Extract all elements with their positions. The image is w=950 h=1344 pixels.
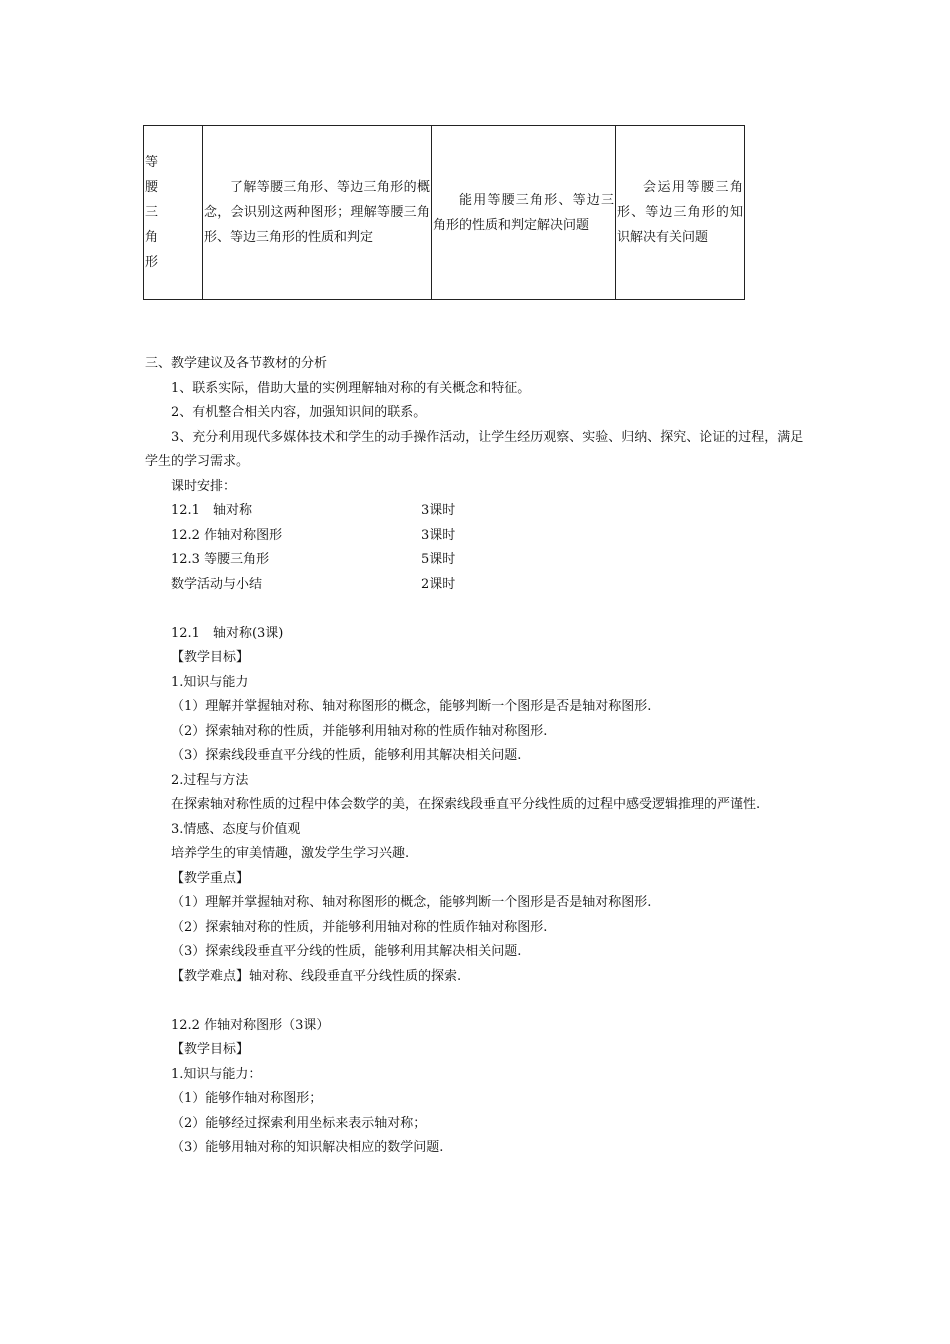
topic-label: 等腰三角形 <box>145 155 159 270</box>
apply-text: 能用等腰三角形、等边三角形的性质和判定解决问题 <box>433 192 614 233</box>
schedule-hours: 5课时 <box>421 552 456 567</box>
schedule-name: 12.1 轴对称 <box>171 503 252 518</box>
emotion-heading: 3.情感、态度与价值观 <box>171 821 301 837</box>
list-item: 3、充分利用现代多媒体技术和学生的动手操作活动，让学生经历观察、实验、归纳、探究、论证的过程，满足学生的学习需求。 <box>145 429 804 469</box>
list-item: （1）能够作轴对称图形； <box>171 1091 323 1106</box>
schedule-hours: 3课时 <box>421 503 456 518</box>
process-heading: 2.过程与方法 <box>171 772 249 788</box>
process-text: 在探索轴对称性质的过程中体会数学的美，在探索线段垂直平分线性质的过程中感受逻辑推理的严谨性. <box>171 797 761 812</box>
knowledge-heading: 1.知识与能力： <box>171 1066 262 1082</box>
schedule-name: 12.2 作轴对称图形 <box>171 527 283 543</box>
difficulty-heading: 【教学难点】 <box>171 968 250 984</box>
understand-text: 了解等腰三角形、等边三角形的概念，会识别这两种图形；理解等腰三角形、等边三角形的性质和判定 <box>204 180 430 245</box>
goals-heading: 【教学目标】 <box>171 1042 250 1057</box>
schedule-row <box>145 524 810 549</box>
goals-heading: 【教学目标】 <box>171 650 250 665</box>
schedule-name: 12.3 等腰三角形 <box>171 552 270 567</box>
use-text: 会运用等腰三角形、等边三角形的知识解决有关问题 <box>617 180 743 245</box>
difficulty-line <box>145 965 810 990</box>
schedule-row <box>145 499 810 524</box>
list-item: 1、联系实际，借助大量的实例理解轴对称的有关概念和特征。 <box>171 380 531 396</box>
spacer <box>145 989 810 1014</box>
schedule-hours: 2课时 <box>421 576 456 592</box>
list-item: 2、有机整合相关内容，加强知识间的联系。 <box>171 405 427 420</box>
standards-table <box>143 125 745 300</box>
schedule-row <box>145 548 810 573</box>
list-item: （3）探索线段垂直平分线的性质，能够利用其解决相关问题. <box>171 748 522 763</box>
list-item: （2）能够经过探索利用坐标来表示轴对称； <box>171 1115 427 1131</box>
apply-cell <box>432 126 616 300</box>
section-heading: 三、教学建议及各节教材的分析 <box>145 356 328 371</box>
list-item: （3）能够用轴对称的知识解决相应的数学问题. <box>171 1140 444 1155</box>
list-item: （1）理解并掌握轴对称、轴对称图形的概念，能够判断一个图形是否是轴对称图形. <box>171 699 652 714</box>
lesson-title: 12.1 轴对称(3课) <box>171 625 284 641</box>
schedule-row <box>145 573 810 598</box>
key-points-heading: 【教学重点】 <box>171 870 250 886</box>
list-item: （2）探索轴对称的性质，并能够利用轴对称的性质作轴对称图形. <box>171 723 548 739</box>
spacer <box>145 597 810 622</box>
document-body <box>145 352 810 1161</box>
understand-cell <box>203 126 432 300</box>
lesson-title: 12.2 作轴对称图形（3课） <box>171 1017 330 1033</box>
schedule-name: 数学活动与小结 <box>171 576 263 592</box>
list-item: （2）探索轴对称的性质，并能够利用轴对称的性质作轴对称图形. <box>171 919 548 935</box>
table-row <box>144 126 745 300</box>
use-cell <box>616 126 745 300</box>
schedule-heading: 课时安排： <box>171 478 237 494</box>
topic-cell <box>144 126 203 300</box>
schedule-hours: 3课时 <box>421 527 456 543</box>
list-item: （1）理解并掌握轴对称、轴对称图形的概念，能够判断一个图形是否是轴对称图形. <box>171 895 652 910</box>
knowledge-heading: 1.知识与能力 <box>171 674 249 690</box>
difficulty-text: 轴对称、线段垂直平分线性质的探索. <box>249 968 462 984</box>
list-item: （3）探索线段垂直平分线的性质，能够利用其解决相关问题. <box>171 944 522 959</box>
emotion-text: 培养学生的审美情趣，激发学生学习兴趣. <box>171 846 410 861</box>
